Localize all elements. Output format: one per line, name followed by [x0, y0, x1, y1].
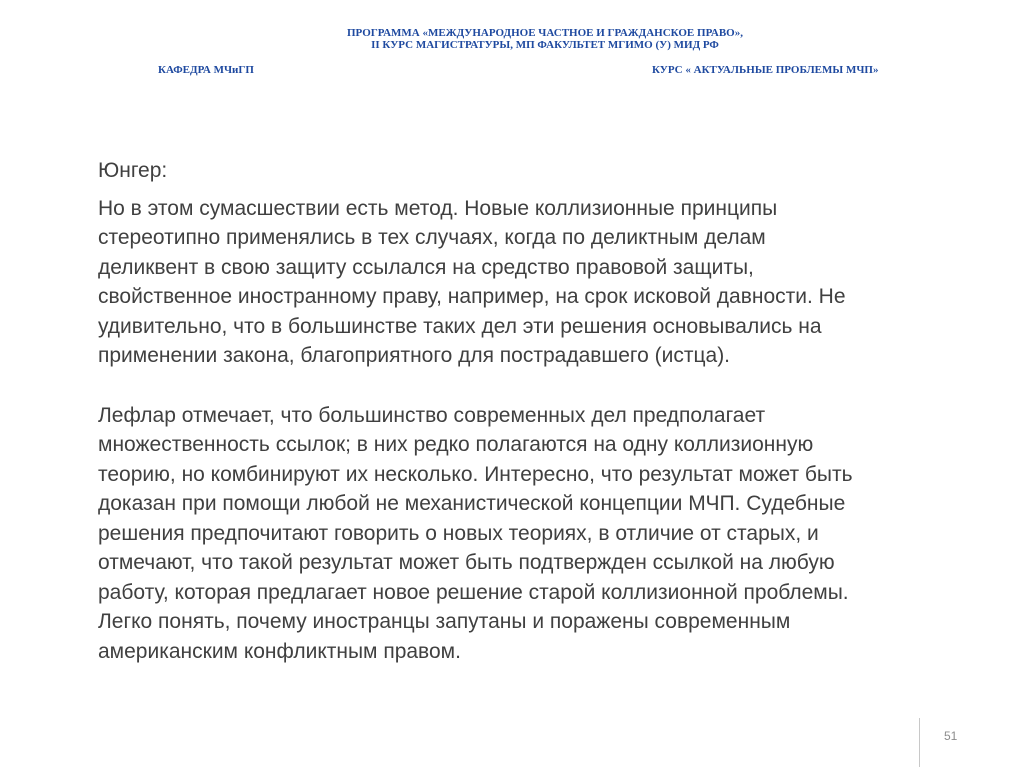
quote-paragraph: Но в этом сумасшествии есть метод. Новые коллизионные принципы стереотипно применялись в тех случаях, когда по деликтным делам деликвент в свою защиту ссылался на средство правовой защиты, свойственное иностранному праву, например, на срок исковой давности. Не удивительно, что в большинстве таких дел эти решения основывались на применении закона, благоприятного для пострадавшего (истца). [98, 196, 846, 367]
footer-divider [919, 718, 920, 767]
program-title-line-1: ПРОГРАММА «МЕЖДУНАРОДНОЕ ЧАСТНОЕ И ГРАЖДАНСКОЕ ПРАВО», [347, 27, 743, 39]
department-label: КАФЕДРА МЧиГП [158, 64, 254, 76]
speaker-name: Юнгер: [98, 159, 168, 182]
course-label: КУРС « АКТУАЛЬНЫЕ ПРОБЛЕМЫ МЧП» [652, 64, 879, 76]
slide-body [98, 156, 978, 666]
slide-number: 51 [944, 729, 958, 743]
program-title-line-2: II КУРС МАГИСТРАТУРЫ, МП ФАКУЛЬТЕТ МГИМО (У) МИД РФ [371, 39, 719, 51]
leflar-paragraph: Лефлар отмечает, что большинство современных дел предполагает множественность ссылок; в них редко полагаются на одну коллизионную теорию, но комбинируют их несколько. Интересно, что результат может быть доказан при помощи любой не механистической концепции МЧП. Судебные решения предпочитают говорить о новых теориях, в отличие от старых, и отмечают, что такой результат может быть подтвержден ссылкой на любую работу, которая предлагает новое решение старой коллизионной проблемы. Легко понять, почему иностранцы запутаны и поражены современным американским конфликтным правом. [98, 403, 853, 663]
